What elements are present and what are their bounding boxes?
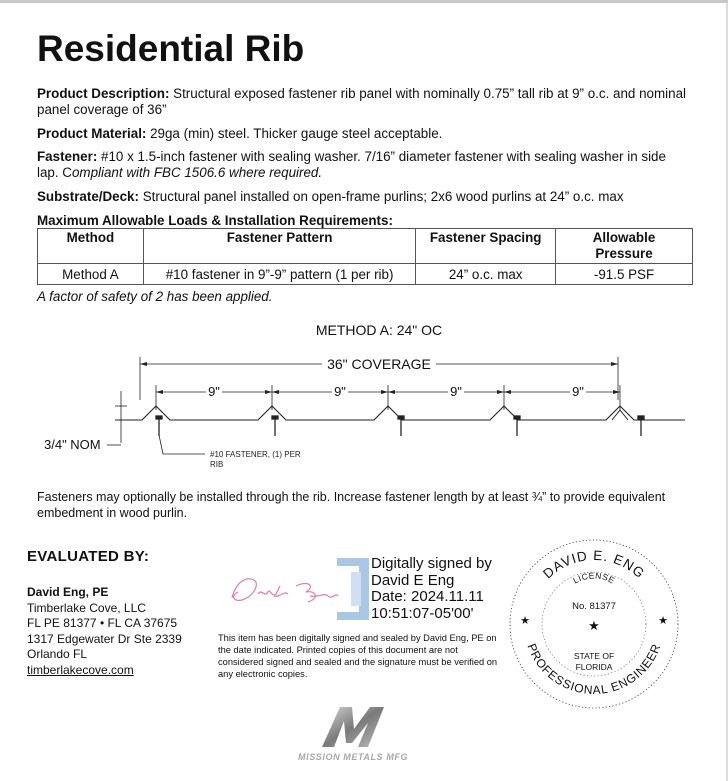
signature-stroke-first	[232, 579, 288, 601]
safety-factor-note: A factor of safety of 2 has been applied.	[37, 289, 273, 304]
loads-table	[37, 228, 693, 285]
coverage-arrow-left	[140, 362, 147, 366]
page-title: Residential Rib	[37, 28, 305, 69]
embedment-note: Fasteners may optionally be installed through the rib. Increase fastener length by at least ¾” to provide equivalent embedment in wood purlin.	[37, 490, 666, 520]
signature-disclaimer: This item has been digitally signed and sealed by David Eng, PE on the date indicated. Printed copies of this document are not considered signed and sealed and the signature must be verified on any electronic copies.	[218, 633, 498, 679]
table-header-method: Method	[38, 229, 144, 264]
spacing-label-4: 9"	[572, 384, 584, 399]
diagram-title: METHOD A: 24" OC	[315, 322, 443, 338]
fastener-text: #10 x 1.5-inch fastener with sealing washer. 7/16” diameter fastener with sealing washer in side lap. C	[37, 149, 666, 180]
evaluator-company: Timberlake Cove, LLC	[27, 600, 146, 615]
evaluator-city: Orlando FL	[27, 647, 88, 661]
digital-signature-text	[371, 556, 492, 622]
table-cell-spacing: 24” o.c. max	[416, 264, 556, 285]
evaluator-licenses: FL PE 81377 • FL CA 37675	[27, 616, 178, 630]
fastener-spec	[37, 149, 687, 181]
top-border	[0, 0, 728, 3]
mission-metals-logo-icon	[292, 703, 402, 751]
fastener-compliance-text: ompliant with FBC 1506.6 where required.	[71, 165, 323, 180]
seal-left-star-icon: ★	[520, 614, 530, 627]
table-header-row	[38, 229, 693, 264]
fastener-icons	[156, 416, 644, 436]
table-cell-pressure: -91.5 PSF	[556, 264, 693, 285]
digital-signature-line3: Date: 2024.11.11	[371, 588, 484, 605]
product-description-label: Product Description:	[37, 86, 170, 101]
product-material	[37, 126, 687, 142]
table-cell-pattern: #10 fastener in 9”-9” pattern (1 per rib)	[143, 264, 415, 285]
spacing-label-2: 9"	[334, 384, 346, 399]
substrate-label: Substrate/Deck:	[37, 189, 139, 204]
substrate-text: Structural panel installed on open-frame purlins; 2x6 wood purlins at 24” o.c. max	[138, 189, 624, 204]
fastener-callout-line2: RIB	[210, 460, 224, 469]
fastener-leader	[159, 435, 205, 454]
evaluator-website-link[interactable]: timberlakecove.com	[27, 662, 134, 677]
table-header-pattern: Fastener Pattern	[143, 229, 415, 264]
seal-right-star-icon: ★	[658, 614, 668, 627]
digital-signature-line2: David E Eng	[371, 571, 455, 589]
seal-state-line1: STATE OF	[573, 651, 615, 661]
coverage-arrow-right	[611, 362, 618, 366]
height-label: 3/4" NOM	[44, 437, 101, 452]
loads-section-title: Maximum Allowable Loads & Installation Requirements:	[37, 213, 393, 228]
fastener-label: Fastener:	[37, 149, 98, 164]
table-header-pressure: Allowable Pressure	[556, 229, 693, 264]
evaluator-address: 1317 Edgewater Dr Ste 2339	[27, 631, 182, 646]
fastener-callout-line1: #10 FASTENER, (1) PER	[210, 450, 301, 459]
panel-profile-diagram	[30, 315, 700, 475]
engineer-seal	[508, 538, 680, 710]
digital-signature-line4: 10:51:07-05'00'	[371, 604, 474, 622]
seal-bottom-text: PROFESSIONAL ENGINEER	[524, 641, 664, 698]
coverage-label: 36" COVERAGE	[327, 356, 431, 372]
seal-license-label: LICENSE	[571, 570, 617, 586]
seal-license-number: No. 81377	[572, 601, 616, 612]
product-description	[37, 86, 687, 118]
evaluator-name: David Eng, PE	[27, 585, 109, 599]
evaluated-by-title: EVALUATED BY:	[27, 548, 150, 565]
digital-signature-line1: Digitally signed by	[371, 555, 492, 572]
table-header-spacing: Fastener Spacing	[416, 229, 556, 264]
table-row	[38, 264, 693, 285]
product-description-text: Structural exposed fastener rib panel with nominally 0.75” tall rib at 9” o.c. and nominal panel coverage of 36”	[37, 86, 686, 117]
product-material-label: Product Material:	[37, 126, 147, 141]
seal-center-star-icon: ★	[588, 619, 600, 634]
handwritten-signature	[224, 568, 344, 614]
table-cell-method: Method A	[38, 264, 144, 285]
brand-wordmark: MISSION METALS MFG	[298, 752, 409, 762]
product-material-text: 29ga (min) steel. Thicker gauge steel acceptable.	[146, 126, 443, 141]
spacing-label-1: 9"	[208, 384, 220, 399]
evaluator-contact	[27, 585, 182, 678]
seal-state-line2: FLORIDA	[575, 662, 613, 672]
substrate-spec	[37, 189, 687, 205]
spacing-label-3: 9"	[450, 384, 462, 399]
signature-stroke-last	[296, 584, 338, 602]
seal-top-text: DAVID E. ENG	[540, 547, 648, 582]
